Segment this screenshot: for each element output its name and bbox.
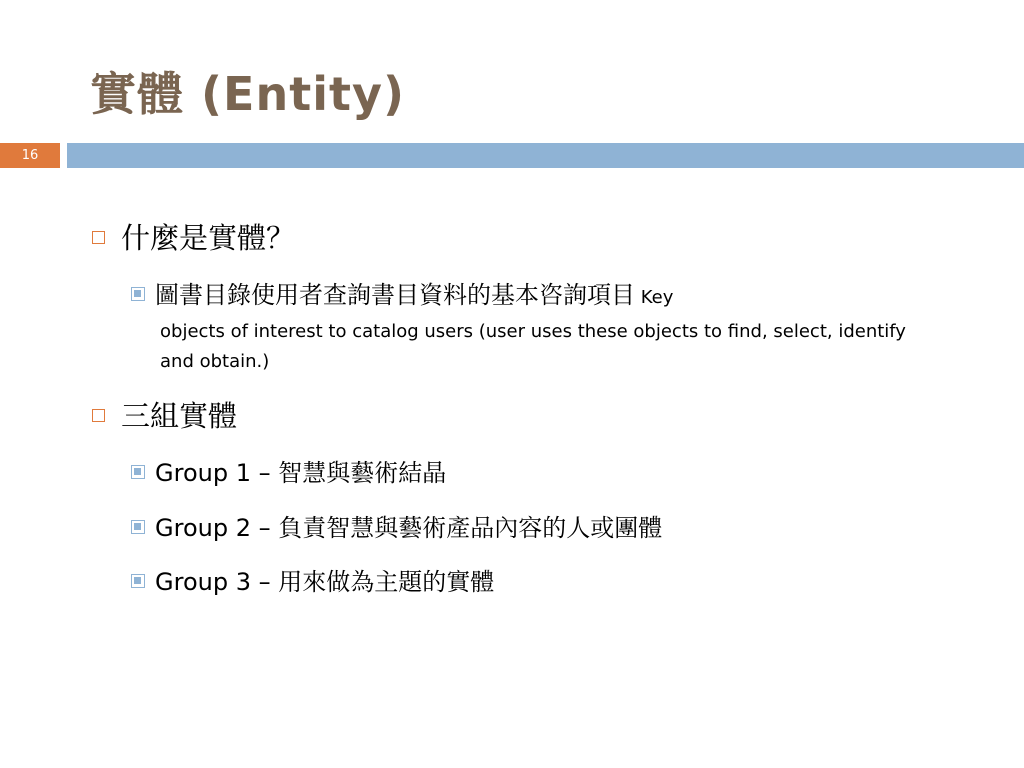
bullet-item-what-is-entity (92, 216, 295, 257)
sub-bullet-group-3 (131, 562, 494, 597)
filled-square-icon (131, 520, 145, 534)
sub-bullet-text: Group 2 – 負責智慧與藝術產品內容的人或團體 (155, 514, 663, 542)
filled-square-icon (131, 287, 145, 301)
sub-bullet-text-en: Key (635, 287, 674, 308)
sub-bullet-text-zh: 圖書目錄使用者查詢書目資料的基本咨詢項目 (155, 281, 635, 309)
sub-bullet-group-1 (131, 453, 446, 488)
page-number: 16 (0, 143, 60, 168)
slide-title: 實體 (Entity) (90, 67, 405, 121)
definition-continuation-line: objects of interest to catalog users (user uses these objects to find, select, identify (160, 321, 906, 342)
title-divider-bar (67, 143, 1024, 168)
sub-bullet-text: Group 1 – 智慧與藝術結晶 (155, 459, 447, 487)
hollow-square-icon (92, 409, 105, 422)
filled-square-icon (131, 465, 145, 479)
sub-bullet-definition (131, 275, 673, 310)
sub-bullet-text: Group 3 – 用來做為主題的實體 (155, 568, 495, 596)
bullet-text: 什麼是實體？ (121, 221, 296, 255)
sub-bullet-group-2 (131, 508, 662, 543)
bullet-item-three-groups (92, 394, 237, 435)
definition-continuation-line: and obtain.) (160, 351, 270, 372)
hollow-square-icon (92, 231, 105, 244)
bullet-text: 三組實體 (121, 399, 238, 433)
filled-square-icon (131, 574, 145, 588)
